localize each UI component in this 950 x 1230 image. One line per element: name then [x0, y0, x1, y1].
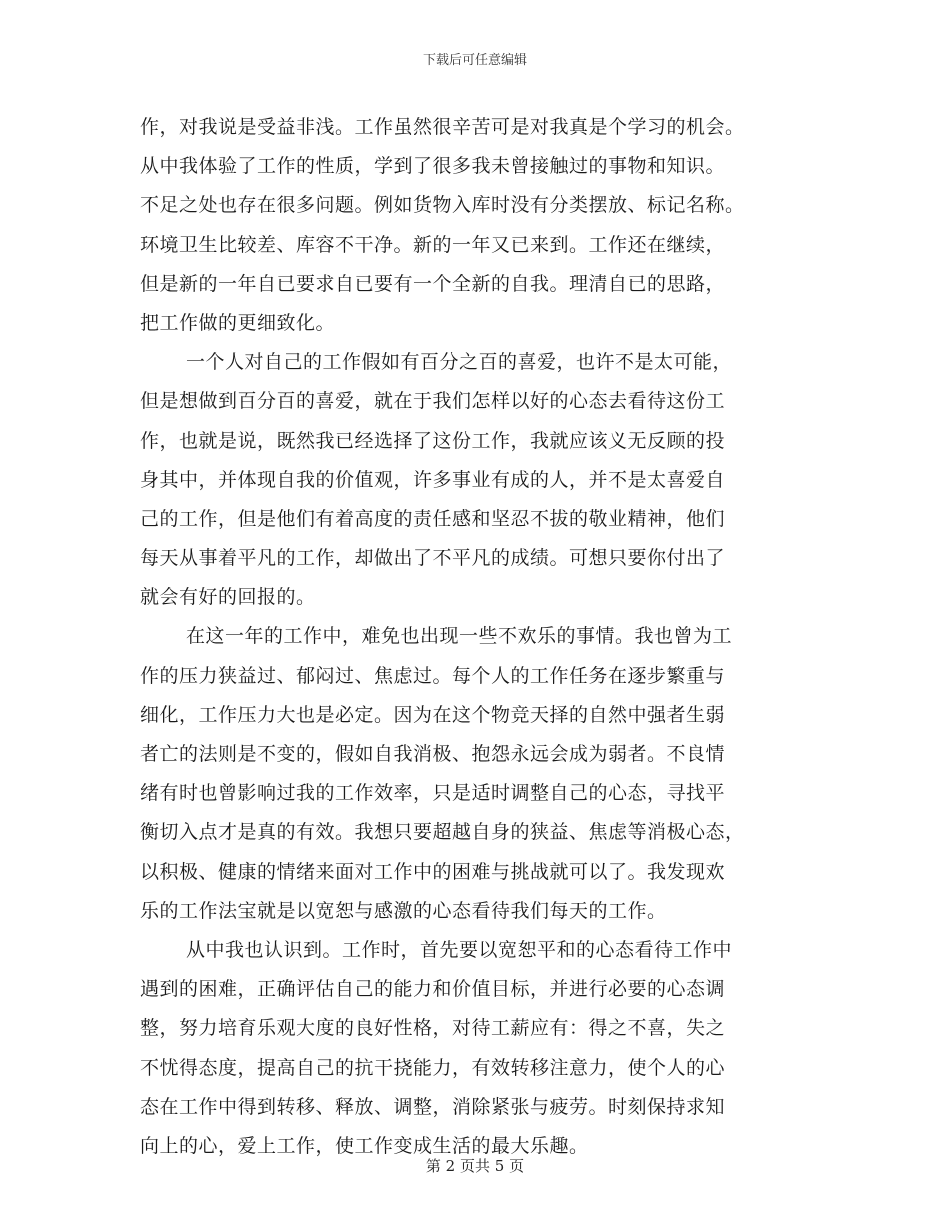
paragraph — [140, 931, 805, 1166]
page-number-footer: 第 2 页共 5 页 — [425, 1157, 525, 1175]
text-line: 细化，工作压力大也是必定。因为在这个物竞天择的自然中强者生弱 — [140, 703, 726, 726]
text-line: 但是新的一年自已要求自已要有一个全新的自我。理清自已的思路， — [140, 272, 726, 295]
document-body — [140, 108, 805, 1166]
page-header: 下载后可任意编辑 — [422, 53, 527, 68]
text-line: 从中我也认识到。工作时，首先要以宽恕平和的心态看待工作中 — [186, 938, 733, 961]
text-line: 在这一年的工作中，难免也出现一些不欢乐的事情。我也曾为工 — [186, 625, 733, 648]
paragraph — [140, 617, 805, 931]
text-line: 以积极、健康的情绪来面对工作中的困难与挑战就可以了。我发现欢 — [140, 860, 726, 883]
text-line: 身其中，并体现自我的价值观，许多事业有成的人，并不是太喜爱自 — [140, 468, 726, 491]
text-line: 环境卫生比较差、库容不干净。新的一年又已来到。工作还在继续， — [140, 233, 726, 256]
text-line: 作，也就是说，既然我已经选择了这份工作，我就应该义无反顾的投 — [140, 429, 726, 452]
text-line: 每天从事着平凡的工作，却做出了不平凡的成绩。可想只要你付出了 — [140, 547, 726, 570]
text-line: 绪有时也曾影响过我的工作效率，只是适时调整自己的心态，寻找平 — [140, 782, 726, 805]
text-line: 遇到的困难，正确评估自己的能力和价值目标，并进行必要的心态调 — [140, 978, 726, 1001]
text-line: 不忧得态度，提高自己的抗干挠能力，有效转移注意力，使个人的心 — [140, 1056, 726, 1079]
text-line: 向上的心，爱上工作，使工作变成生活的最大乐趣。 — [140, 1134, 589, 1157]
text-line: 就会有好的回报的。 — [140, 586, 316, 609]
text-line: 整，努力培育乐观大度的良好性格，对待工薪应有：得之不喜，失之 — [140, 1017, 726, 1040]
paragraph — [140, 108, 805, 343]
text-line: 不足之处也存在很多问题。例如货物入库时没有分类摆放、标记名称。 — [140, 194, 745, 217]
text-line: 己的工作，但是他们有着高度的责任感和坚忍不拔的敬业精神，他们 — [140, 507, 726, 530]
paragraph — [140, 343, 805, 617]
text-line: 从中我体验了工作的性质，学到了很多我未曾接触过的事物和知识。 — [140, 155, 726, 178]
text-line: 作的压力狭益过、郁闷过、焦虑过。每个人的工作任务在逐步繁重与 — [140, 664, 726, 687]
text-line: 一个人对自己的工作假如有百分之百的喜爱，也许不是太可能， — [186, 351, 733, 374]
text-line: 把工作做的更细致化。 — [140, 311, 336, 334]
text-line: 作，对我说是受益非浅。工作虽然很辛苦可是对我真是个学习的机会。 — [140, 116, 745, 138]
text-line: 乐的工作法宝就是以宽恕与感激的心态看待我们每天的工作。 — [140, 899, 667, 922]
text-line: 态在工作中得到转移、释放、调整，消除紧张与疲劳。时刻保持求知 — [140, 1095, 726, 1118]
text-line: 但是想做到百分百的喜爱，就在于我们怎样以好的心态去看待这份工 — [140, 390, 726, 413]
text-line: 者亡的法则是不变的，假如自我消极、抱怨永远会成为弱者。不良情 — [140, 743, 726, 765]
text-line: 衡切入点才是真的有效。我想只要超越自身的狭益、焦虑等消极心态， — [140, 821, 745, 844]
